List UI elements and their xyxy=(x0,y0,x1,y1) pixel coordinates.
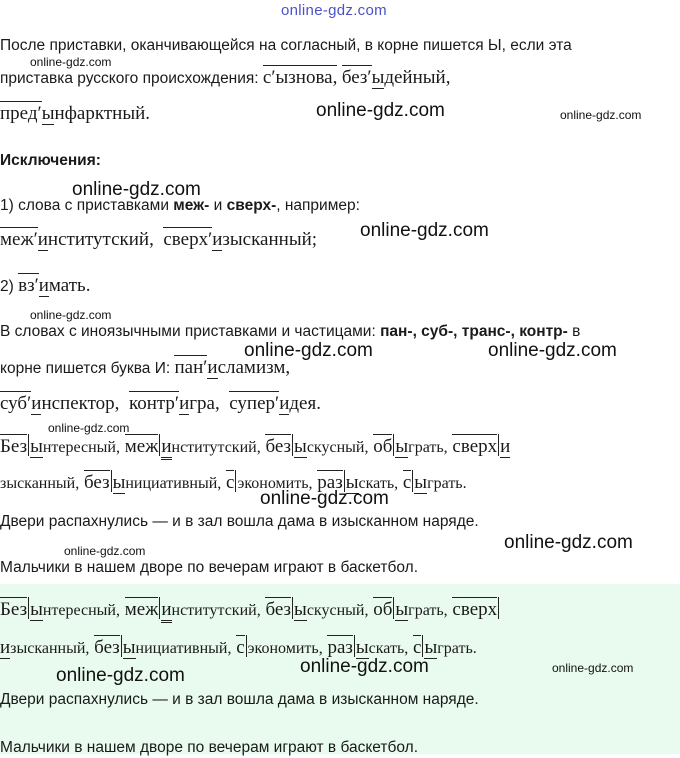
word-5-root: и xyxy=(500,436,511,457)
word-8-root: ы xyxy=(355,637,369,658)
word-3-prefix: без xyxy=(265,436,292,457)
exceptions-item-2 xyxy=(0,274,90,298)
rule-example-3-root: ы xyxy=(41,103,55,124)
rule-example-3-prefix: пред′ xyxy=(0,103,42,124)
foreign-prefixes: пан-, суб-, транс-, контр- xyxy=(380,323,568,340)
foreign-ex-3-prefix: контр′ xyxy=(128,393,180,414)
word-6-prefix: без xyxy=(84,472,110,493)
word-4-prefix: об xyxy=(373,599,393,620)
watermark-large: online-gdz.com xyxy=(488,340,617,361)
answer-1-sentence-2: Мальчики в нашем дворе по вечерам играют в баскетбол. xyxy=(0,559,419,576)
foreign-ex-1-root: и xyxy=(207,357,218,378)
item-1-text: и xyxy=(209,197,227,214)
word-2-prefix: меж xyxy=(124,436,159,457)
word-6-rest: нициативный, xyxy=(125,475,222,492)
word-4-root: ы xyxy=(395,599,409,620)
watermark-large: online-gdz.com xyxy=(72,179,201,200)
word-6-root: ы xyxy=(122,637,136,658)
word-9-root: ы xyxy=(414,472,428,493)
watermark-large: online-gdz.com xyxy=(244,340,373,361)
item-1-text: 1) слова с приставками xyxy=(0,197,174,214)
watermark-small: online-gdz.com xyxy=(30,308,112,322)
rule-line-2 xyxy=(0,66,450,90)
word-5-rest: зысканный, xyxy=(10,640,90,657)
foreign-ex-3-root: и xyxy=(179,393,190,414)
item-1-bold-1: меж- xyxy=(173,197,210,214)
word-6-rest: нициативный, xyxy=(135,640,232,657)
ex-b-rest: зысканный; xyxy=(222,229,318,250)
word-7-rest: экономить, xyxy=(237,475,313,492)
rule-example-2-root: ы xyxy=(371,67,385,88)
word-3-prefix: без xyxy=(265,599,292,620)
ex-a-root: и xyxy=(37,229,48,250)
item-1-text: , например: xyxy=(276,197,360,214)
exceptions-heading: Исключения: xyxy=(0,152,101,169)
item-1-bold-2: сверх- xyxy=(226,197,277,214)
word-1-rest: нтересный, xyxy=(42,602,120,619)
foreign-ex-2-root: и xyxy=(31,393,42,414)
item-2-number: 2) xyxy=(0,278,19,295)
watermark-large: online-gdz.com xyxy=(504,532,633,553)
exceptions-item-1 xyxy=(0,196,360,216)
word-9-prefix: с xyxy=(413,637,422,658)
foreign-line-2 xyxy=(0,356,290,380)
rule-example-3-rest: нфарктный. xyxy=(54,103,151,124)
word-8-root: ы xyxy=(345,472,359,493)
word-8-prefix: раз xyxy=(317,472,343,493)
watermark-top: online-gdz.com xyxy=(281,2,387,19)
word-4-root: ы xyxy=(395,436,409,457)
foreign-ex-1-rest: сламизм, xyxy=(217,357,291,378)
word-4-rest: грать, xyxy=(408,602,448,619)
word-1-root: ы xyxy=(30,436,43,457)
word-2-rest: нститутский, xyxy=(171,439,261,456)
word-2-rest: нститутский, xyxy=(171,602,261,619)
exceptions-examples-1 xyxy=(0,228,317,252)
word-2-root: и xyxy=(161,436,171,460)
foreign-text: в xyxy=(567,323,581,340)
watermark-small: online-gdz.com xyxy=(30,55,112,69)
ex-b-root: и xyxy=(212,229,223,250)
word-9-rest: грать. xyxy=(437,640,477,657)
word-3-rest: скусный, xyxy=(306,439,369,456)
word-9-root: ы xyxy=(424,637,438,658)
word-6-root: ы xyxy=(112,472,126,493)
word-9-prefix: с xyxy=(402,472,412,493)
foreign-ex-3-rest: гра, xyxy=(189,393,220,414)
word-7-prefix: с xyxy=(226,472,235,493)
word-4-prefix: об xyxy=(373,436,393,457)
word-7-rest: экономить, xyxy=(247,640,323,657)
foreign-line-2-text: корне пишется буква И: xyxy=(0,360,175,377)
ex-a-prefix: меж′ xyxy=(0,229,38,250)
word-5-rest: зысканный, xyxy=(0,475,80,492)
rule-example-2-prefix: без′ xyxy=(341,67,372,88)
ex-b-prefix: сверх′ xyxy=(163,229,213,250)
foreign-ex-2-prefix: суб′ xyxy=(0,393,32,414)
foreign-ex-4-root: и xyxy=(279,393,290,414)
rule-line-1: После приставки, оканчивающейся на согласный, в корне пишется Ы, если эта xyxy=(0,37,572,54)
rule-example-3 xyxy=(0,102,150,126)
rule-example-2-rest: дейный, xyxy=(384,67,451,88)
word-3-rest: скусный, xyxy=(306,602,369,619)
answer-2-sentence-1: Двери распахнулись — и в зал вошла дама в изысканном наряде. xyxy=(0,691,479,708)
word-6-prefix: без xyxy=(94,637,120,658)
word-3-root: ы xyxy=(294,436,307,457)
word-5-prefix: сверх xyxy=(452,599,498,620)
foreign-ex-2-rest: нспектор, xyxy=(41,393,120,414)
word-3-root: ы xyxy=(294,599,307,620)
item-2-rest: мать. xyxy=(48,275,91,296)
word-1-prefix: Без xyxy=(0,436,28,457)
item-2-root: и xyxy=(38,275,49,296)
watermark-large: online-gdz.com xyxy=(316,100,445,121)
word-5-root: и xyxy=(0,637,11,658)
word-8-rest: скать, xyxy=(368,640,409,657)
rule-line-2-text: приставка русского происхождения: xyxy=(0,70,263,87)
watermark-small: online-gdz.com xyxy=(552,661,634,675)
answer-1-line-1 xyxy=(0,434,510,460)
answer-2-sentence-2: Мальчики в нашем дворе по вечерам играют в баскетбол. xyxy=(0,739,419,756)
word-4-rest: грать, xyxy=(408,439,448,456)
word-8-prefix: раз xyxy=(327,637,353,658)
word-7-prefix: с xyxy=(236,637,245,658)
watermark-large: online-gdz.com xyxy=(56,665,185,686)
foreign-ex-4-rest: дея. xyxy=(289,393,321,414)
item-2-prefix: вз′ xyxy=(18,275,39,296)
rule-example-1: с′ызнова, xyxy=(262,67,338,88)
watermark-large: online-gdz.com xyxy=(260,488,389,509)
word-1-root: ы xyxy=(30,599,43,620)
word-1-prefix: Без xyxy=(0,599,28,620)
answer-1-sentence-1: Двери распахнулись — и в зал вошла дама в изысканном наряде. xyxy=(0,513,479,530)
word-8-rest: скать, xyxy=(358,475,399,492)
answer-2-line-1 xyxy=(0,597,500,623)
foreign-text: В словах с иноязычными приставками и частицами: xyxy=(0,323,381,340)
foreign-line-1 xyxy=(0,322,580,342)
foreign-examples xyxy=(0,392,321,416)
watermark-large: online-gdz.com xyxy=(360,220,489,241)
word-2-root: и xyxy=(161,599,171,623)
ex-a-rest: нститутский, xyxy=(47,229,154,250)
foreign-ex-1-prefix: пан′ xyxy=(174,357,208,378)
watermark-small: online-gdz.com xyxy=(560,108,642,122)
watermark-small: online-gdz.com xyxy=(64,544,146,558)
word-9-rest: грать. xyxy=(427,475,467,492)
watermark-large: online-gdz.com xyxy=(300,656,429,677)
word-5-prefix: сверх xyxy=(452,436,498,457)
word-2-prefix: меж xyxy=(124,599,159,620)
foreign-ex-4-prefix: супер′ xyxy=(229,393,280,414)
word-1-rest: нтересный, xyxy=(42,439,120,456)
watermark-small: online-gdz.com xyxy=(48,421,130,435)
answer-1-line-2 xyxy=(0,470,467,496)
